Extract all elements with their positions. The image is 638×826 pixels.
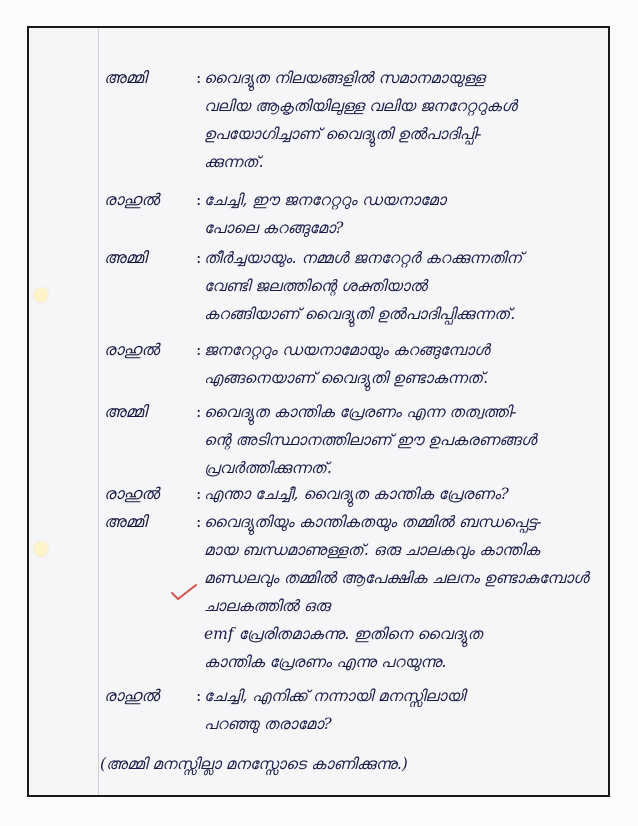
dialogue-text [204, 244, 600, 328]
text-line: ന്റെ അടിസ്ഥാനത്തിലാണ് ഈ ഉപകരണങ്ങൾ [204, 431, 537, 449]
dialogue-entry-1 [104, 64, 604, 176]
text-line: വൈദ്യുത കാന്തിക പ്രേരണം എന്ന തത്വത്തി- [204, 403, 517, 421]
text-line: പ്രവർത്തിക്കുന്നത്. [204, 459, 332, 477]
speaker-name: അമ്മി [104, 248, 147, 267]
text-line: വലിയ ആകൃതിയിലുള്ള വലിയ ജനറേറ്ററുകൾ [204, 97, 517, 115]
colon: : [196, 340, 202, 359]
text-line: തീർച്ചയായും. നമ്മൾ ജനറേറ്റർ കറക്കുന്നതിന് [204, 249, 523, 267]
colon: : [196, 248, 202, 267]
punch-hole-bottom [34, 542, 48, 556]
text-line: മണ്ഡലവും തമ്മിൽ ആപേക്ഷിക ചലനം ഉണ്ടാകുമ്പോൾ [204, 569, 589, 587]
text-line: വൈദ്യുത നിലയങ്ങളിൽ സമാനമായുള്ള [204, 69, 485, 87]
text-line: മായ ബന്ധമാണുള്ളത്. ഒരു ചാലകവും കാന്തിക [204, 541, 540, 559]
text-line: ഉപയോഗിച്ചാണ് വൈദ്യുതി ഉൽപാദിപ്പി- [204, 125, 482, 143]
dialogue-entry-8 [104, 682, 604, 738]
colon: : [196, 484, 202, 503]
speaker-name: രാഹുൽ [104, 686, 160, 705]
speaker-name: രാഹുൽ [104, 340, 160, 359]
dialogue-entry-3 [104, 244, 604, 328]
dialogue-entry-2 [104, 186, 604, 242]
checkmark-icon [170, 583, 198, 603]
dialogue-entry-5 [104, 398, 604, 482]
text-line: വൈദ്യുതിയും കാന്തികതയും തമ്മിൽ ബന്ധപ്പെട്ട- [204, 513, 542, 531]
text-line: കറങ്ങിയാണ് വൈദ്യുതി ഉൽപാദിപ്പിക്കുന്നത്. [204, 305, 516, 323]
colon: : [196, 686, 202, 705]
speaker-name: രാഹുൽ [104, 190, 160, 209]
text-line: എങ്ങനെയാണ് വൈദ്യുതി ഉണ്ടാകുന്നത്. [204, 369, 489, 387]
speaker-name: അമ്മി [104, 68, 147, 87]
dialogue-text [204, 398, 600, 482]
text-line: ജനറേറ്ററും ഡയനാമോയും കറങ്ങുമ്പോൾ [204, 341, 490, 359]
text-line: പോലെ കറങ്ങുമോ? [204, 219, 344, 237]
dialogue-text [204, 480, 600, 508]
speaker-name: രാഹുൽ [104, 484, 160, 503]
colon: : [196, 190, 202, 209]
text-line: ക്കുന്നത്. [204, 153, 264, 171]
colon: : [196, 68, 202, 87]
colon: : [196, 512, 202, 531]
dialogue-entry-4 [104, 336, 604, 392]
text-line: ചേച്ചി, ഈ ജനറേറ്ററും ഡയനാമോ [204, 191, 446, 209]
dialogue-text [204, 508, 600, 676]
punch-hole-top [34, 288, 48, 302]
dialogue-text [204, 336, 600, 392]
text-line: പറഞ്ഞു തരാമോ? [204, 715, 332, 733]
stage-direction: (അമ്മി മനസ്സില്ലാ മനസ്സോടെ കാണിക്കുന്നു.) [100, 755, 408, 773]
speaker-name: അമ്മി [104, 512, 147, 531]
margin-line [98, 28, 99, 795]
dialogue-text [204, 186, 600, 242]
text-line: എന്താ ചേച്ചീ, വൈദ്യുത കാന്തിക പ്രേരണം? [204, 485, 509, 503]
text-line: ചേച്ചി, എനിക്ക് നന്നായി മനസ്സിലായി [204, 687, 466, 705]
text-line: വേണ്ടി ജലത്തിന്റെ ശക്തിയാൽ [204, 277, 427, 295]
text-line: emf പ്രേരിതമാകുന്നു. ഇതിനെ വൈദ്യുത [204, 625, 483, 643]
colon: : [196, 402, 202, 421]
dialogue-entry-6 [104, 480, 604, 508]
text-line: ചാലകത്തിൽ ഒരു [204, 597, 331, 615]
dialogue-text [204, 64, 600, 176]
speaker-name: അമ്മി [104, 402, 147, 421]
text-line: കാന്തിക പ്രേരണം എന്നു പറയുന്നു. [204, 653, 447, 671]
dialogue-text [204, 682, 600, 738]
